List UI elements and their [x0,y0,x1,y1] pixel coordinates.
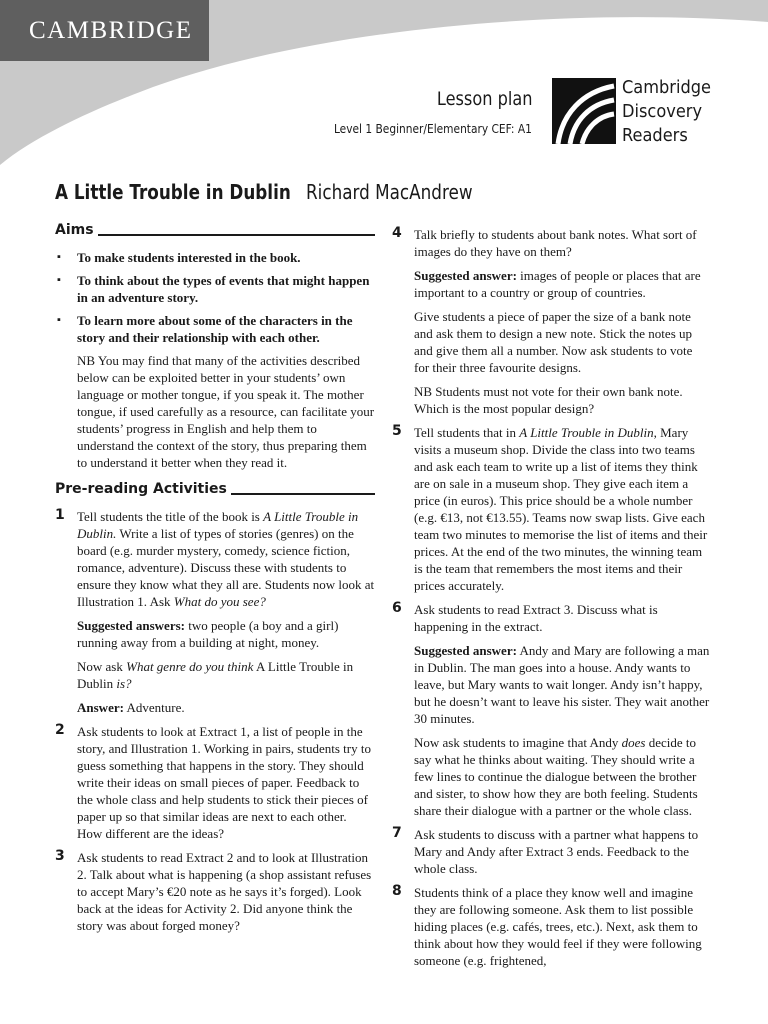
series-name-line: Readers [622,125,688,146]
answer-text: images of people or places that are important to a country or group of countries. [414,268,701,300]
activity-2 [55,723,375,842]
activity-4 [392,226,710,417]
aims-heading [55,222,375,239]
suggested-answers [77,617,375,651]
activity-text: Give students a piece of paper the size of a bank note and ask them to design a new note. Stick the notes up and give them all a number. Now ask students to vote for their three favourite designs. [414,309,693,375]
activity-number: 8 [392,883,402,899]
right-column [392,226,710,976]
aim-item: ▪ To think about the types of events that might happen in an adventure story. [55,272,375,306]
discovery-readers-logo-icon [552,78,616,144]
activity-7 [392,826,710,877]
answer-text: Andy and Mary are following a man in Dublin. The man goes into a house. Andy wants to leave, but Mary wants to wait longer. Andy isn’t happy, but he doesn’t want to leave his sister. They wait another 30 minutes. [414,643,710,726]
series-name-line: Cambridge [622,77,712,98]
book-author: Richard MacAndrew [306,180,473,204]
activity-text: Talk briefly to students about bank notes. What sort of images do they have on them? [414,227,697,259]
activity-8 [392,884,710,969]
text-run: Now ask students to imagine that Andy [414,735,622,750]
activity-number: 3 [55,848,65,864]
question-italic: is? [116,676,132,691]
prereading-heading-label: Pre-reading Activities [55,481,227,497]
activity-1 [55,508,375,716]
activity-text: Ask students to read Extract 2 and to look at Illustration 2. Talk about what is happening (a shop assistant refuses to accept Mary’s €20 note as he says it’s forged). Look back at the ideas for Activity 2. Did anyone think the story was about forged money? [77,850,372,933]
prereading-heading [55,481,375,498]
book-title: A Little Trouble in Dublin [55,180,291,204]
text-run: decide to say what he thinks about waiting. They should write a few lines to continue the dialogue between the brother and sister, to show how they are both feeling. Students share their dialogue with a partner or the whole class. [414,735,698,818]
text-run: Write a list of types of stories (genres) on the board (e.g. murder mystery, comedy, science fiction, romance, adventure). Discuss these with students to ensure they know what they all are. Students now look at Illustration 1. Ask [77,526,375,609]
activity-text: Ask students to look at Extract 1, a list of people in the story, and Illustration 1. Working in pairs, students try to guess something that happens in the story. They should write their ideas on small pieces of paper. Feedback to the whole class and help students to stick their pieces of paper up so that similar ideas are next to each other. How different are the ideas? [77,724,371,841]
text-run: , Mary visits a museum shop. Divide the class into two teams and ask each team to write up a list of items they think are on sale in a museum shop. They give each item a price (in euros). This price should be a whole number (e.g. €13, not €13.55). Teams now swap lists. Give each team two minutes to memorise the list of items and their prices. At the end of the two minutes, the winning team is the team that remembers the most items and their prices accurately. [414,425,708,593]
activity-text [414,424,710,594]
answer-text: Adventure. [123,700,185,715]
series-name [622,76,721,148]
text-run: Now ask [77,659,127,674]
activity-3 [55,849,375,934]
lesson-plan-title: Lesson plan [436,88,532,110]
activity-number: 2 [55,722,65,738]
heading-rule [98,234,375,236]
activity-5 [392,424,710,594]
activity-text: Students think of a place they know well and imagine they are following someone. Ask them to list possible hiding places (e.g. cafés, trees, etc.). Next, ask them to think about how they would feel if they were following someone (e.g. frightened, [414,885,702,968]
aim-item: ▪ To make students interested in the book. [55,249,375,266]
activity-number: 5 [392,423,402,439]
level-info: Level 1 Beginner/Elementary CEF: A1 [334,121,532,136]
answer-text: two people (a boy and a girl) running away from a building at night, money. [77,618,339,650]
suggested-answer [414,267,710,301]
answer-label: Answer: [77,700,124,715]
text-run: Tell students the title of the book is [77,509,264,524]
suggested-answer [414,642,710,727]
activity-note: NB Students must not vote for their own bank note. Which is the most popular design? [414,384,683,416]
book-title-italic: A Little Trouble in Dublin [519,425,654,440]
series-name-line: Discovery [622,101,703,122]
left-column [55,222,375,941]
text-run: Tell students that in [414,425,520,440]
activity-text [414,734,710,819]
emphasis-italic: does [621,735,646,750]
activity-number: 7 [392,825,402,841]
answer-label: Suggested answer: [414,643,517,658]
text-run: A Little Trouble in Dublin [77,659,354,691]
aims-heading-label: Aims [55,222,94,238]
answer-label: Suggested answers: [77,618,185,633]
activity-number: 4 [392,225,402,241]
brand-wordmark: CAMBRIDGE [29,16,193,44]
activity-text: Ask students to read Extract 3. Discuss what is happening in the extract. [414,602,658,634]
question-italic: What do you see? [173,594,266,609]
aim-item: ▪ To learn more about some of the characters in the story and their relationship with each other. [55,312,375,346]
answer-label: Suggested answer: [414,268,517,283]
question-italic: What genre do you think [126,659,254,674]
answer [77,699,375,716]
heading-rule [231,493,375,495]
activity-text: Ask students to discuss with a partner what happens to Mary and Andy after Extract 3 ends. Feedback to the whole class. [414,827,699,876]
activity-6 [392,601,710,819]
cambridge-brand-logo [0,0,209,61]
activity-text [77,508,375,610]
activity-number: 1 [55,507,65,523]
book-heading [55,180,473,204]
book-title-italic: A Little Trouble in Dublin. [77,509,359,541]
activity-number: 6 [392,600,402,616]
aims-list [55,249,375,346]
aims-note: NB You may find that many of the activities described below can be exploited better in your students’ own language or mother tongue, if you speak it. The mother tongue, if used carefully as a resource, can facilitate your students’ progress in English and help them to understand the context of the story, thus preparing them to understand it better when they read it. [77,353,375,470]
activity-text [77,658,375,692]
